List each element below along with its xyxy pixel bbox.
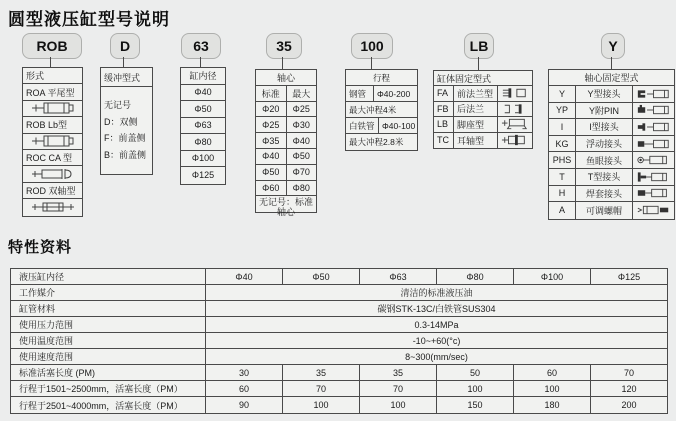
connector-line xyxy=(50,57,51,67)
stroke-table-header: 行程 xyxy=(372,72,390,83)
stroke-range-value: Φ40-200 xyxy=(377,88,411,99)
shaft-table-footer: 无记号：标准轴心 xyxy=(259,197,314,217)
rod-mount-label: 鱼眼接头 xyxy=(576,152,633,168)
rod-mount-label: T型接头 xyxy=(576,169,633,185)
cushion-table-header: 缓冲型式 xyxy=(101,68,152,87)
body-mount-label: 脚座型 xyxy=(454,117,498,132)
stroke-material-label: 钢管 xyxy=(346,86,374,101)
cylinder-flat-tail-icon xyxy=(23,101,82,116)
spec-span-value: 0.3-14MPa xyxy=(414,319,459,330)
stroke-note: 最大冲程2.8米 xyxy=(349,137,404,147)
cylinder-lb-icon xyxy=(23,134,82,149)
table-row xyxy=(11,381,667,397)
cushion-option: B：前盖侧 xyxy=(104,149,147,160)
spec-cell: 70 xyxy=(283,381,360,396)
table-row xyxy=(11,397,667,413)
form-type-label: ROD 双轴型 xyxy=(26,185,76,196)
connector-line xyxy=(611,57,612,69)
t-joint-icon xyxy=(633,169,674,185)
bore-value: Φ80 xyxy=(194,136,212,147)
spec-bore-header: Φ40 xyxy=(206,269,283,284)
spec-cell: 50 xyxy=(437,365,514,380)
spec-cell: 100 xyxy=(360,397,437,413)
body-mount-code: FB xyxy=(434,102,454,117)
rod-mount-code: A xyxy=(549,202,576,219)
spec-cell: 150 xyxy=(437,397,514,413)
model-code-badge-rod-mount: Y xyxy=(601,33,625,59)
rod-mount-label: 浮动接头 xyxy=(576,136,633,152)
spec-cell: 60 xyxy=(206,381,283,396)
rod-mount-label: Y型接头 xyxy=(576,86,633,102)
form-type-table xyxy=(22,67,83,217)
spec-bore-header: Φ100 xyxy=(514,269,591,284)
bore-table-header: 缸内径 xyxy=(189,71,217,82)
stroke-range-value: Φ40-100 xyxy=(382,120,416,131)
rod-mount-code: KG xyxy=(549,136,576,152)
spec-bore-header: Φ63 xyxy=(360,269,437,284)
front-flange-icon xyxy=(498,86,532,101)
spec-row-label: 行程于1501~2500mm，活塞长度（PM） xyxy=(11,381,206,396)
body-mount-code: TC xyxy=(434,133,454,149)
spec-cell: 70 xyxy=(360,381,437,396)
spec-cell: 120 xyxy=(621,383,637,394)
shaft-subheader-max: 最大 xyxy=(292,88,311,99)
connector-line xyxy=(282,57,283,69)
body-mount-header: 缸体固定型式 xyxy=(437,73,492,84)
model-code-badge-stroke: 100 xyxy=(351,33,393,59)
table-row xyxy=(11,269,667,285)
spec-cell: 100 xyxy=(514,381,591,396)
y-pin-joint-icon xyxy=(633,103,674,119)
cylinder-ca-icon xyxy=(23,166,82,181)
rod-mount-label: 可调螺帽 xyxy=(576,202,633,219)
body-mount-code: LB xyxy=(434,117,454,132)
cushion-option: F：前盖侧 xyxy=(104,133,146,143)
spec-cell: 35 xyxy=(283,365,360,380)
trunnion-icon xyxy=(498,133,532,149)
spec-row-label: 液压缸内径 xyxy=(11,269,206,284)
form-type-label: ROB Lb型 xyxy=(26,120,68,131)
rod-mount-label: 焊套接头 xyxy=(576,186,633,202)
cylinder-double-rod-icon xyxy=(23,199,82,215)
shaft-max-value: Φ80 xyxy=(292,182,310,193)
shaft-max-value: Φ30 xyxy=(292,119,310,130)
body-mount-code: FA xyxy=(434,86,454,101)
spec-span-value: 8~300(mm/sec) xyxy=(405,351,468,362)
weld-sleeve-joint-icon xyxy=(633,186,674,202)
rod-mount-code: T xyxy=(549,169,576,185)
cushion-type-table xyxy=(100,67,153,175)
connector-line xyxy=(123,57,124,67)
model-code-badge-shaft: 35 xyxy=(266,33,302,59)
bore-value: Φ63 xyxy=(194,120,212,131)
body-mount-label: 前法兰型 xyxy=(454,86,498,101)
spec-span-value: 清洁的标准液压油 xyxy=(400,288,473,298)
bore-value: Φ40 xyxy=(194,87,212,98)
spec-row-label: 使用速度范围 xyxy=(11,349,206,364)
shaft-max-value: Φ40 xyxy=(292,135,310,146)
shaft-standard-value: Φ60 xyxy=(256,181,287,196)
spec-cell: 35 xyxy=(360,365,437,380)
table-row xyxy=(11,365,667,381)
bore-value: Φ125 xyxy=(191,170,215,181)
spec-span-value: -10~+60(°c) xyxy=(412,335,461,346)
floating-joint-icon xyxy=(633,136,674,152)
table-row xyxy=(11,317,667,333)
shaft-max-value: Φ50 xyxy=(292,151,310,162)
spec-bore-header: Φ50 xyxy=(283,269,360,284)
bore-value: Φ100 xyxy=(191,153,215,164)
model-code-badge-cushion: D xyxy=(110,33,140,59)
body-mount-table xyxy=(433,70,533,149)
spec-cell: 180 xyxy=(514,397,591,413)
body-mount-label: 后法兰 xyxy=(454,102,498,117)
connector-line xyxy=(478,57,479,70)
spec-span-value: 碳钢STK-13C/白铁管SUS304 xyxy=(377,304,496,314)
shaft-max-value: Φ25 xyxy=(292,103,310,114)
shaft-max-value: Φ70 xyxy=(292,167,310,178)
spec-cell: 90 xyxy=(206,397,283,413)
table-row xyxy=(11,285,667,301)
i-joint-icon xyxy=(633,119,674,135)
shaft-standard-value: Φ20 xyxy=(256,102,287,117)
form-type-label: ROC CA 型 xyxy=(26,153,73,164)
spec-table xyxy=(10,268,668,414)
y-joint-icon xyxy=(633,86,674,102)
section-title: 特性资料 xyxy=(8,239,73,256)
form-table-header: 形式 xyxy=(26,71,45,82)
spec-cell: 70 xyxy=(623,367,634,378)
spec-row-label: 标准活塞长度 (PM) xyxy=(11,365,206,380)
shaft-standard-value: Φ40 xyxy=(256,149,287,164)
form-type-label: ROA 平尾型 xyxy=(26,87,75,98)
stroke-material-label: 白铁管 xyxy=(346,118,379,133)
spec-row-label: 使用压力范围 xyxy=(11,317,206,332)
adjustable-nut-icon xyxy=(633,202,674,219)
rod-mount-code: I xyxy=(549,119,576,135)
shaft-standard-value: Φ35 xyxy=(256,133,287,148)
shaft-standard-value: Φ25 xyxy=(256,117,287,132)
model-code-badge-body-mount: LB xyxy=(464,33,494,59)
shaft-table-header: 轴心 xyxy=(276,72,295,83)
spec-bore-header: Φ80 xyxy=(437,269,514,284)
cushion-option: D：双侧 xyxy=(104,116,138,127)
connector-line xyxy=(371,57,372,69)
rod-mount-label: I型接头 xyxy=(576,119,633,135)
spec-cell: 30 xyxy=(206,365,283,380)
rod-mount-header: 轴心固定型式 xyxy=(584,73,639,83)
body-mount-label: 耳轴型 xyxy=(454,133,498,149)
spec-cell: 200 xyxy=(621,400,637,410)
table-row xyxy=(11,301,667,317)
table-row xyxy=(11,333,667,349)
bore-value: Φ50 xyxy=(194,103,212,114)
cushion-option: 无记号 xyxy=(104,100,132,110)
shaft-standard-value: Φ50 xyxy=(256,165,287,180)
stroke-note: 最大冲程4米 xyxy=(349,104,397,115)
spec-row-label: 行程于2501~4000mm，活塞长度（PM） xyxy=(11,397,206,413)
model-code-badge-form: ROB xyxy=(22,33,82,59)
spec-row-label: 使用温度范围 xyxy=(11,333,206,348)
spec-cell: 100 xyxy=(283,397,360,413)
spec-cell: 100 xyxy=(437,381,514,396)
rod-mount-code: Y xyxy=(549,86,576,102)
foot-mount-icon xyxy=(498,117,532,132)
table-row xyxy=(11,349,667,365)
rod-mount-code: PHS xyxy=(549,152,576,168)
connector-line xyxy=(200,57,201,67)
page-title: 圆型液压缸型号说明 xyxy=(8,10,170,29)
shaft-table xyxy=(255,69,317,217)
rod-mount-table xyxy=(548,69,675,220)
fisheye-joint-icon xyxy=(633,152,674,168)
rod-mount-code: YP xyxy=(549,103,576,119)
bore-table xyxy=(180,67,226,185)
rod-mount-label: Y附PIN xyxy=(576,103,633,119)
spec-cell: 60 xyxy=(514,365,591,380)
rod-mount-code: H xyxy=(549,186,576,202)
model-code-badge-bore: 63 xyxy=(181,33,221,59)
spec-row-label: 工作媒介 xyxy=(11,285,206,300)
stroke-table xyxy=(345,69,418,151)
spec-bore-header: Φ125 xyxy=(617,271,641,282)
rear-flange-icon xyxy=(498,102,532,117)
spec-row-label: 缸管材料 xyxy=(11,301,206,316)
shaft-subheader-standard: 标准 xyxy=(256,86,287,101)
